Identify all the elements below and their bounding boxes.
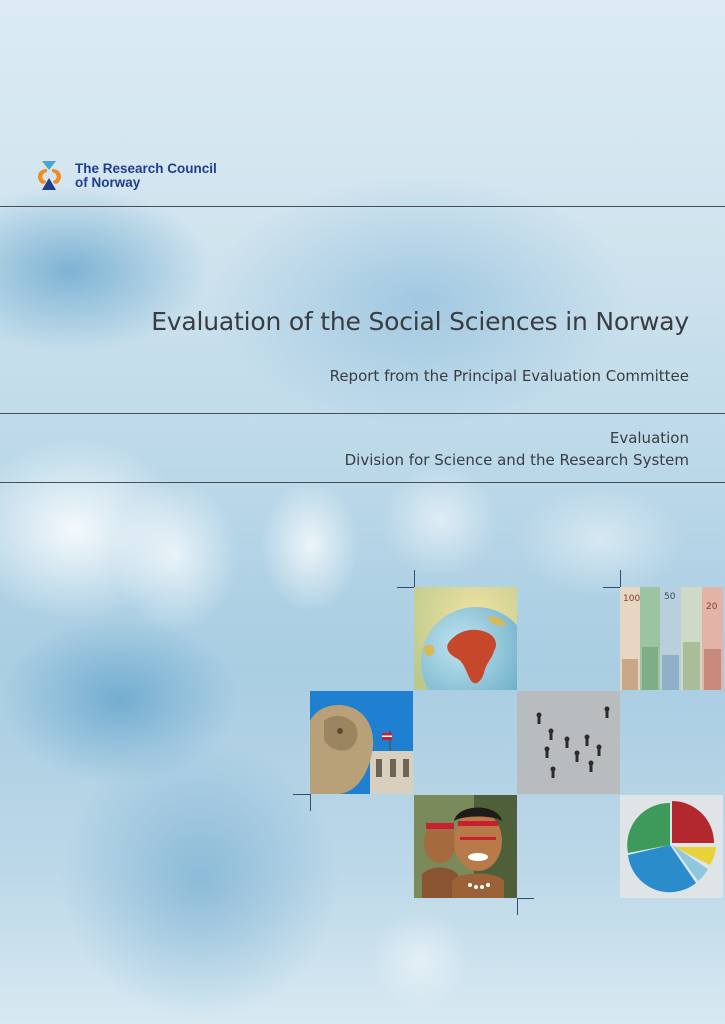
banknotes-photo xyxy=(620,587,723,690)
division-line2: Division for Science and the Research System xyxy=(344,451,689,469)
painted-faces-photo xyxy=(414,795,517,898)
people-walking-photo xyxy=(517,691,620,794)
lion-statue-photo xyxy=(310,691,413,794)
crop-mark xyxy=(517,898,534,899)
svg-text:50: 50 xyxy=(664,592,676,602)
division-line1: Evaluation xyxy=(609,429,689,447)
page-title: Evaluation of the Social Sciences in Norway xyxy=(151,307,689,336)
svg-text:20: 20 xyxy=(706,602,718,612)
logo-text-line1: The Research Council xyxy=(75,161,217,176)
page-subtitle: Report from the Principal Evaluation Committee xyxy=(329,367,689,385)
crop-mark xyxy=(310,794,311,811)
svg-text:100: 100 xyxy=(623,594,641,604)
crop-mark xyxy=(620,570,621,587)
crop-mark xyxy=(603,587,620,588)
divider-bottom xyxy=(0,482,725,483)
divider-top xyxy=(0,206,725,207)
research-council-logo-icon xyxy=(35,160,69,192)
logo-text-line2: of Norway xyxy=(75,175,141,190)
pie-chart-photo xyxy=(620,795,723,898)
crop-mark xyxy=(517,898,518,915)
divider-middle xyxy=(0,413,725,414)
crop-mark xyxy=(397,587,414,588)
division-info xyxy=(345,427,689,471)
crop-mark xyxy=(293,794,310,795)
globe-photo xyxy=(414,587,517,690)
research-council-logo xyxy=(35,160,217,192)
crop-mark xyxy=(414,570,415,587)
